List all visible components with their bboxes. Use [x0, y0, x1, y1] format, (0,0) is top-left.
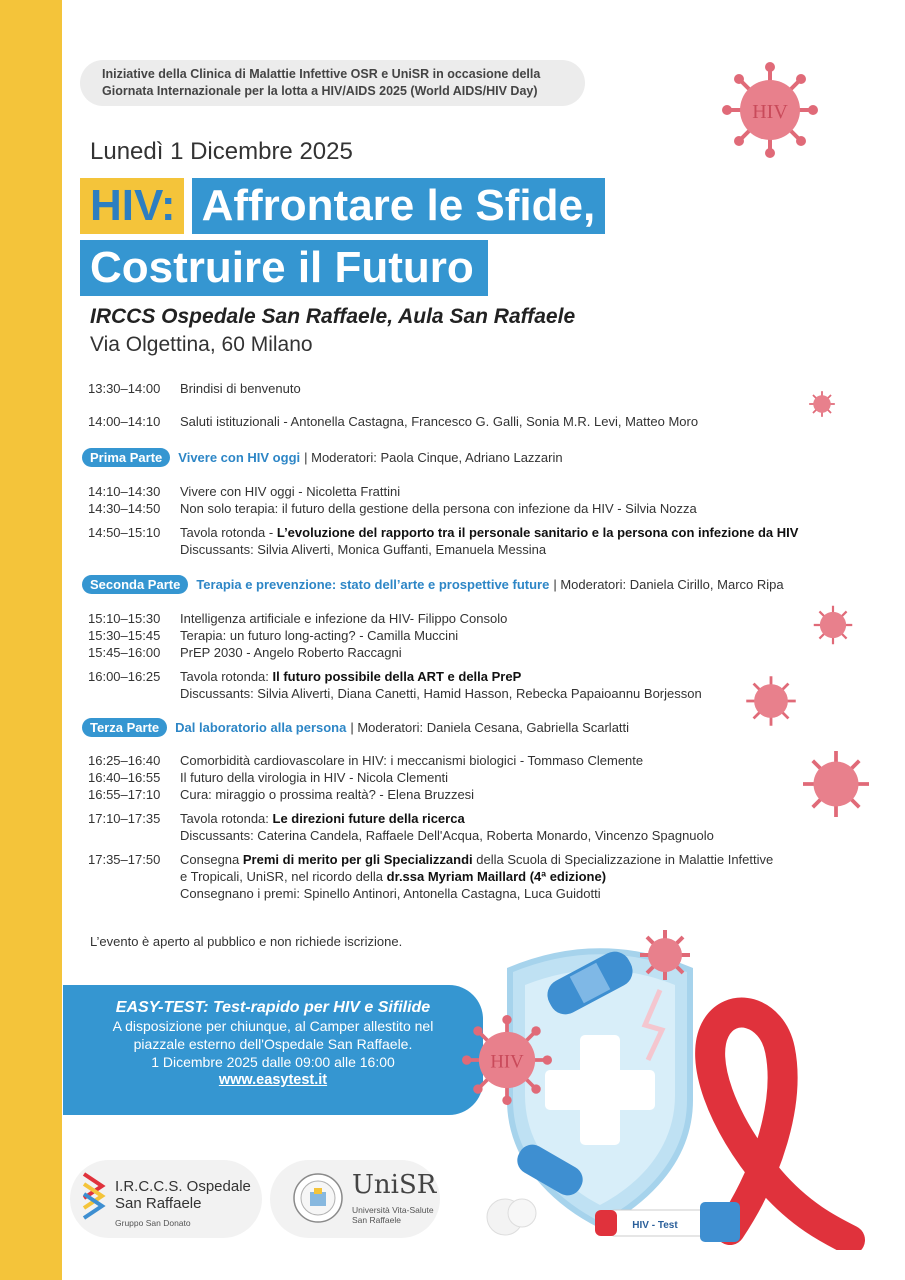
program-row: 14:30–14:50 Non solo terapia: il futuro della gestione della persona con infezione da HIV - Silvia Nozza: [88, 501, 697, 516]
yellow-side-bar: [0, 0, 62, 1280]
easy-test-line1: A disposizione per chiunque, al Camper allestito nel: [112, 1018, 434, 1034]
program-row: 14:00–14:10 Saluti istituzionali - Antonella Castagna, Francesco G. Galli, Sonia M.R. Levi, Matteo Moro: [88, 414, 699, 429]
easy-test-box: [63, 985, 483, 1115]
program-row: 15:30–15:45 Terapia: un futuro long-acting? - Camilla Muccini: [88, 628, 459, 643]
section-part2: [82, 575, 784, 594]
section-title: Vivere con HIV oggi: [178, 450, 301, 465]
intro-line1: Iniziative della Clinica di Malattie Infettive OSR e UniSR in occasione della: [102, 67, 541, 81]
unisr-seal-icon: [292, 1172, 344, 1224]
program-row: 13:30–14:00 Brindisi di benvenuto: [88, 381, 301, 396]
virus-label: HIV: [490, 1051, 524, 1073]
easy-test-line3: 1 Dicembre 2025 dalle 09:00 alle 16:00: [151, 1054, 395, 1070]
program-row: 16:55–17:10 Cura: miraggio o prossima realtà? - Elena Bruzzesi: [88, 787, 475, 802]
section-badge: Seconda Parte: [82, 575, 188, 594]
osr-logo-icon: [82, 1172, 106, 1220]
title-text-line2: Costruire il Futuro: [80, 240, 488, 296]
easy-test-link[interactable]: www.easytest.it: [218, 1072, 328, 1088]
title-text-line1: Affrontare le Sfide,: [192, 178, 606, 234]
address: Via Olgettina, 60 Milano: [90, 333, 313, 356]
section-part3: [82, 718, 629, 737]
section-badge: Terza Parte: [82, 718, 167, 737]
easy-test-title: EASY-TEST: Test-rapido per HIV e Sifilide: [115, 999, 431, 1016]
section-part1: [82, 448, 563, 467]
osr-logo-sub: Gruppo San Donato: [115, 1218, 191, 1228]
program-row: 16:25–16:40 Comorbidità cardiovascolare in HIV: i meccanismi biologici - Tommaso Clemente: [88, 753, 644, 768]
program-row: 14:50–15:10 Tavola rotonda - L’evoluzione del rapporto tra il personale sanitario e la persona con infezione da HIV Discussants: Silvia Aliverti, Monica Guffanti, Emanuela Messina: [88, 525, 799, 557]
section-title: Terapia e prevenzione: stato dell’arte e prospettive future: [196, 577, 550, 592]
small-virus-icon: [808, 390, 836, 418]
small-virus-icon: [812, 604, 854, 646]
event-date: Lunedì 1 Dicembre 2025: [90, 138, 353, 165]
section-moderators: | Moderatori: Daniela Cesana, Gabriella Scarlatti: [350, 720, 630, 735]
hiv-virus-icon: [462, 1015, 552, 1105]
program-row: 15:10–15:30 Intelligenza artificiale e infezione da HIV- Filippo Consolo: [88, 611, 508, 626]
section-moderators: | Moderatori: Daniela Cirillo, Marco Ripa: [553, 577, 784, 592]
osr-logo-text: I.R.C.C.S. Ospedale San Raffaele: [115, 1178, 251, 1212]
program-row-closing: 17:35–17:50 Consegna Premi di merito per gli Specializzandi della Scuola di Specializzazione in Malattie Infettive e Tropicali, UniSR, nel ricordo della dr.ssa Myriam Maillard (4ª edizione) Consegnano i premi: Spinello Antinori, Antonella Castagna, Luca Guidotti: [88, 852, 774, 901]
virus-label: HIV: [752, 101, 788, 123]
unisr-logo-text: UniSR: [352, 1170, 437, 1200]
easy-test-line2: piazzale esterno dell'Ospedale San Raffaele.: [133, 1036, 413, 1052]
intro-banner: [80, 60, 585, 106]
hiv-virus-icon: [722, 62, 818, 158]
program-row: 17:10–17:35 Tavola rotonda: Le direzioni future della ricerca Discussants: Caterina Candela, Raffaele Dell'Acqua, Roberta Monardo, Vincenzo Spagnuolo: [88, 811, 714, 843]
program-row: 16:40–16:55 Il futuro della virologia in HIV - Nicola Clementi: [88, 770, 449, 785]
unisr-logo-sub: Università Vita-Salute San Raffaele: [352, 1205, 434, 1225]
test-tube-label: HIV - Test: [632, 1220, 678, 1231]
section-title: Dal laboratorio alla persona: [175, 720, 347, 735]
notice: L’evento è aperto al pubblico e non richiede iscrizione.: [90, 934, 403, 949]
venue: IRCCS Ospedale San Raffaele, Aula San Raffaele: [90, 305, 576, 328]
title-hiv: HIV:: [80, 178, 184, 234]
small-virus-icon: [800, 748, 872, 820]
small-virus-icon: [744, 674, 798, 728]
program-row: 16:00–16:25 Tavola rotonda: Il futuro possibile della ART e della PreP Discussants: Silvia Aliverti, Diana Canetti, Hamid Hasson, Rebecka Papaioannu Borjesson: [88, 669, 702, 701]
section-moderators: | Moderatori: Paola Cinque, Adriano Lazzarin: [304, 450, 563, 465]
program-row: 15:45–16:00 PrEP 2030 - Angelo Roberto Raccagni: [88, 645, 402, 660]
section-badge: Prima Parte: [82, 448, 170, 467]
intro-line2: Giornata Internazionale per la lotta a HIV/AIDS 2025 (World AIDS/HIV Day): [102, 84, 538, 98]
title-line1: [80, 178, 605, 234]
program-row: 14:10–14:30 Vivere con HIV oggi - Nicoletta Frattini: [88, 484, 401, 499]
